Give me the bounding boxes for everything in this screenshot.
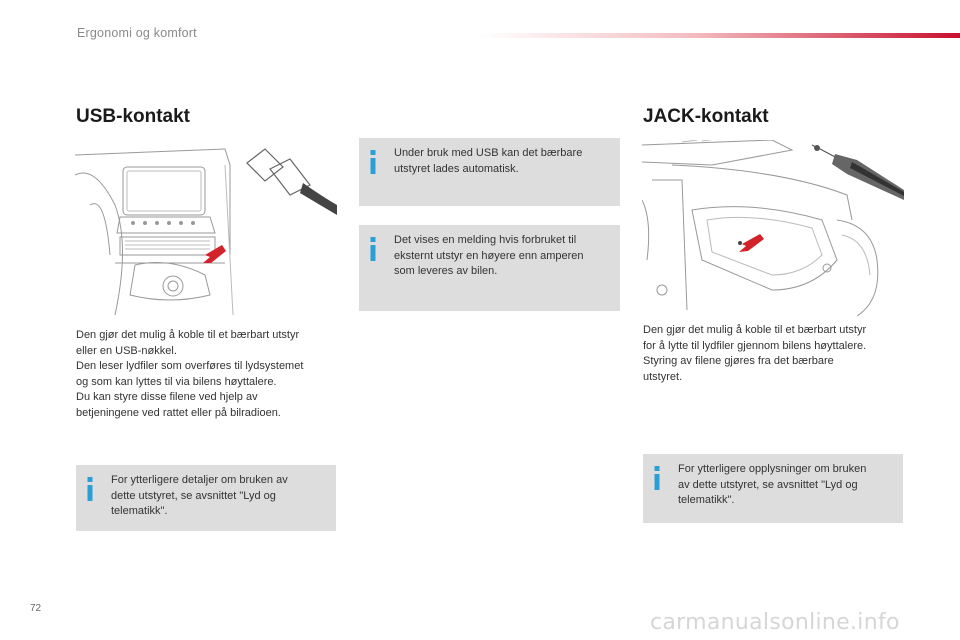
usb-charging-info-box (359, 138, 620, 206)
jack-description: Den gjør det mulig å koble til et bærbart utstyr for å lytte til lydfiler gjennom bilens høyttalere. Styring av filene gjøres fra det bærbare utstyret. (643, 324, 867, 383)
usb-info-text: For ytterligere detaljer om bruken av dette utstyret, se avsnittet "Lyd og telematikk". (111, 474, 288, 517)
info-icon (369, 150, 377, 174)
usb-description: Den gjør det mulig å koble til et bærbart utstyr eller en USB-nøkkel. Den leser lydfiler som overføres til lydsystemet og som kan lyttes til via bilens høyttalere. Du kan styre disse filene ved hjelp av betjeningene ved rattet eller på bilradioen. (76, 329, 304, 419)
usb-charging-info-text: Under bruk med USB kan det bærbare utstyret lades automatisk. (394, 147, 583, 175)
header-accent-bar (480, 33, 960, 38)
page-number: 72 (30, 603, 42, 614)
usb-port-illustration (75, 145, 337, 317)
chapter-title: Ergonomi og komfort (77, 26, 197, 40)
watermark: carmanualsonline.info (650, 610, 900, 635)
usb-info-box (76, 465, 336, 531)
jack-info-text: For ytterligere opplysninger om bruken av dette utstyret, se avsnittet "Lyd og telematikk". (678, 463, 867, 506)
jack-info-box (643, 454, 903, 523)
jack-section-title: JACK-kontakt (643, 106, 769, 127)
info-icon (653, 466, 661, 490)
jack-port-illustration (642, 140, 904, 316)
power-warning-info-text: Det vises en melding hvis forbruket til eksternt utstyr en høyere enn amperen som leveres av bilen. (394, 234, 584, 277)
info-icon (369, 237, 377, 261)
usb-section-title: USB-kontakt (76, 106, 191, 127)
power-warning-info-box (359, 225, 620, 311)
info-icon (86, 477, 94, 501)
